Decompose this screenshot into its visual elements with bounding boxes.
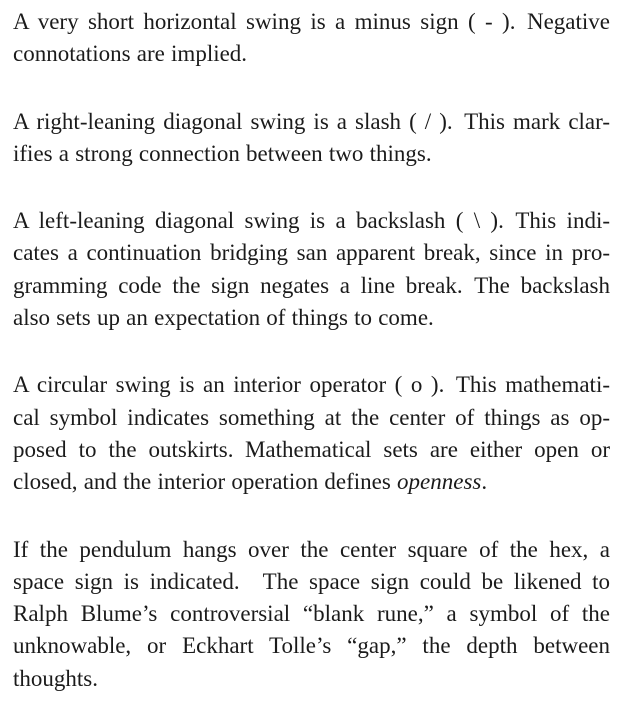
text-line: ifies a strong connection between two things. bbox=[13, 140, 432, 166]
text-line: closed, and the interior operation defines openness. bbox=[13, 469, 488, 495]
text-line: space sign is indicated. The space sign could be likened to bbox=[13, 568, 610, 594]
text-line: Ralph Blume’s controversial “blank rune,” a symbol of the bbox=[13, 601, 610, 627]
text-line: A left-leaning diagonal swing is a backslash ( \ ). This indi- bbox=[13, 208, 610, 234]
paragraph bbox=[13, 534, 610, 695]
text-content bbox=[13, 6, 610, 695]
text-line: posed to the outskirts. Mathematical sets are either open or bbox=[13, 436, 610, 462]
paragraph bbox=[13, 369, 610, 498]
text-line: gramming code the sign negates a line break. The backslash bbox=[13, 272, 610, 298]
text-line: connotations are implied. bbox=[13, 41, 248, 67]
paragraph bbox=[13, 6, 610, 71]
text-line: A right-leaning diagonal swing is a slash ( / ). This mark clar- bbox=[13, 108, 610, 134]
text-line: A very short horizontal swing is a minus sign ( - ). Negative bbox=[13, 9, 610, 34]
text-line: cates a continuation bridging san apparent break, since in pro- bbox=[13, 240, 610, 266]
italic-text: openness bbox=[397, 469, 482, 495]
paragraph bbox=[13, 106, 610, 171]
text-line: A circular swing is an interior operator ( o ). This mathemati- bbox=[13, 372, 610, 398]
text-line: thoughts. bbox=[13, 665, 98, 691]
text-line: cal symbol indicates something at the center of things as op- bbox=[13, 404, 610, 430]
text-line: also sets up an expectation of things to come. bbox=[13, 305, 434, 331]
paragraph bbox=[13, 205, 610, 334]
text-line: If the pendulum hangs over the center square of the hex, a bbox=[13, 536, 610, 562]
text-line: unknowable, or Eckhart Tolle’s “gap,” the depth between bbox=[13, 633, 610, 659]
